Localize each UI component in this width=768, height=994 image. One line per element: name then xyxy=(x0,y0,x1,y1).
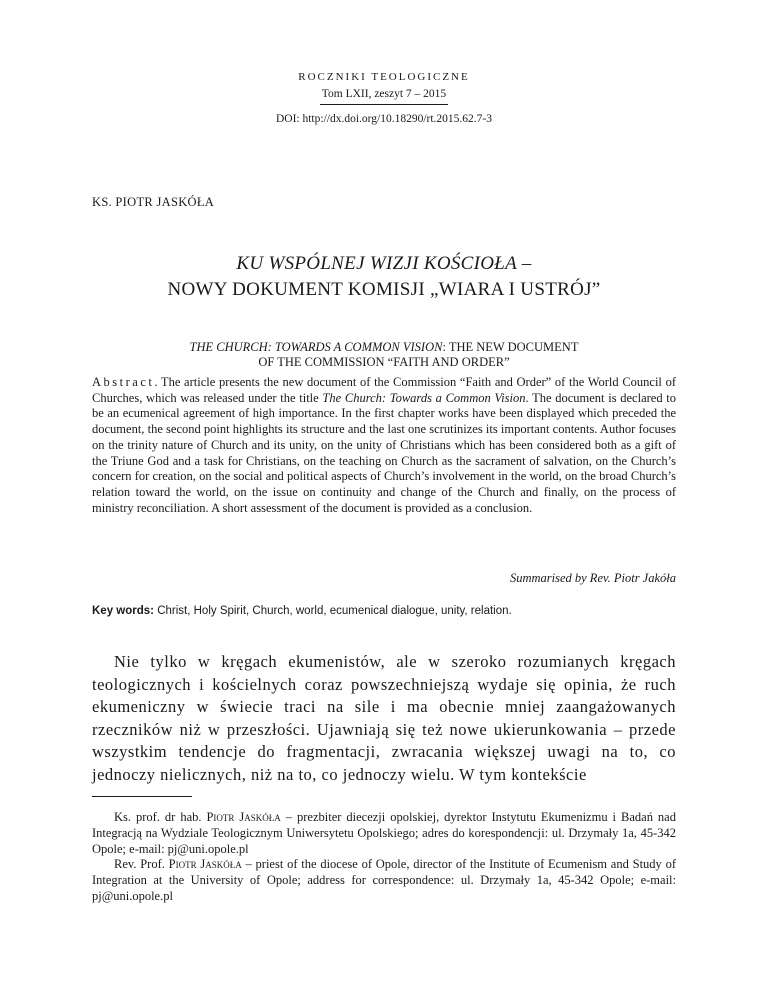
title-line-1: KU WSPÓLNEJ WIZJI KOŚCIOŁA – xyxy=(236,253,532,274)
footnote-pl-prefix: Ks. prof. dr hab. xyxy=(114,810,207,824)
footnote-en-name: Piotr Jaskóła xyxy=(168,857,242,872)
footnote-en-prefix: Rev. Prof. xyxy=(114,857,169,872)
english-title-rest: : THE NEW DOCUMENT xyxy=(442,340,579,354)
keywords-label: Key words: xyxy=(92,605,154,617)
footnote-english xyxy=(92,857,676,904)
abstract-italic-title: The Church: Towards a Common Vision xyxy=(322,390,526,405)
summarised-by: Summarised by Rev. Piotr Jakóła xyxy=(509,571,676,585)
keywords xyxy=(92,605,692,617)
footnote-pl-name: Piotr Jaskóła xyxy=(206,810,281,824)
body-paragraph: Nie tylko w kręgach ekumenistów, ale w szeroko rozumianych kręgach teologicznych i kościelnych coraz powszechniejszą wydaje się opinia, że ruch ekumeniczny w świecie traci na sile i ma obecnie mniej zaangażowanych rzeczników niż w przeszłości. Ujawniają się też nowe ukierunkowania – przede wszystkim tendencje do fragmentacji, zwracania większej uwagi na to, co jednoczy nielicznych, niż na to, co jednoczy wielu. W tym kontekście xyxy=(92,652,676,784)
english-title xyxy=(0,340,768,370)
footnote-polish xyxy=(92,810,676,857)
footnote-pl-text: – prezbiter diecezji opolskiej, dyrektor Instytutu Ekumenizmu i Badań nad Integracją na Wydziale Teologicznym Uniwersytetu Opolskiego; adres do korespondencji: ul. Drzymały 1a, 45-342 Opole; e-mail: pj@uni.opole.pl xyxy=(92,810,676,856)
english-title-line-2: OF THE COMMISSION “FAITH AND ORDER” xyxy=(258,355,510,369)
doi-link[interactable]: DOI: http://dx.doi.org/10.18290/rt.2015.62.7-3 xyxy=(275,113,493,125)
keywords-text: Christ, Holy Spirit, Church, world, ecumenical dialogue, unity, relation. xyxy=(154,605,512,617)
footnote-en-text: – priest of the diocese of Opole, director of the Institute of Ecumenism and Study of Integration at the University of Opole; address for correspondence: ul. Drzymały 1a, 45-342 Opole; e-mail: pj@uni.opole.pl xyxy=(92,857,676,903)
journal-header xyxy=(0,70,768,125)
article-title xyxy=(0,251,768,303)
footnote-divider xyxy=(92,796,192,797)
abstract-text-1: . The article presents the new document of the Commission “Faith and Order” of the World Council of Churches, which was released under the title xyxy=(92,375,676,405)
title-line-2: NOWY DOKUMENT KOMISJI „WIARA I USTRÓJ” xyxy=(167,279,601,300)
abstract-label: Abstract xyxy=(92,375,155,389)
author-name: KS. PIOTR JASKÓŁA xyxy=(92,195,215,209)
journal-name: ROCZNIKI TEOLOGICZNE xyxy=(298,71,470,83)
abstract-text-2: . The document is declared to be an ecumenical agreement of high importance. In the first chapter works have been displayed which preceded the document, the second point highlights its structure and the last one scrutinizes its important contents. Author focuses on the trinity nature of Church and its unity, on the unity of Christians which has been considered both as a gift of the Triune God and a task for Christians, on the teaching on Church as the sacrament of salvation, on the Church’s concern for creation, on the social and political aspects of Church’s involvement in the world, on the broad Church’s relation toward the world, on the issue on continuity and change of the Church and finally, on the process of ministry reconciliation. A short assessment of the document is provided as a conclusion. xyxy=(92,390,677,515)
volume-info: Tom LXII, zeszyt 7 – 2015 xyxy=(320,87,448,105)
abstract xyxy=(92,375,676,516)
english-title-italic: THE CHURCH: TOWARDS A COMMON VISION xyxy=(189,340,443,354)
footnotes xyxy=(92,810,676,905)
